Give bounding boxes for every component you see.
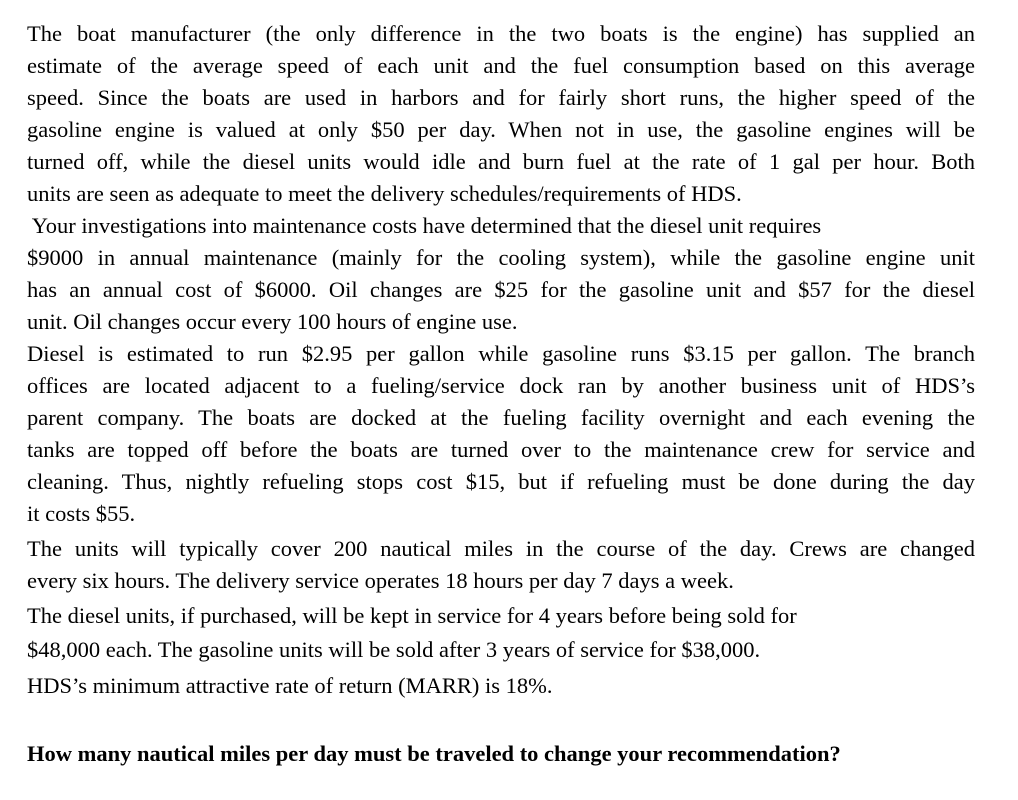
text-line: cleaning. Thus, nightly refueling stops cost $15, but if refueling must be done during the day (27, 469, 975, 494)
text-line: The boat manufacturer (the only difference in the two boats is the engine) has supplied an (27, 21, 975, 46)
text-line: The diesel units, if purchased, will be kept in service for 4 years before being sold for (27, 603, 797, 628)
text-line: every six hours. The delivery service operates 18 hours per day 7 days a week. (27, 568, 734, 593)
text-line: has an annual cost of $6000. Oil changes are $25 for the gasoline unit and $57 for the diesel (27, 277, 975, 302)
text-line: Your investigations into maintenance costs have determined that the diesel unit requires (27, 213, 822, 238)
text-line: The units will typically cover 200 nautical miles in the course of the day. Crews are changed (27, 536, 975, 561)
text-line: $48,000 each. The gasoline units will be sold after 3 years of service for $38,000. (27, 637, 761, 662)
text-line: turned off, while the diesel units would idle and burn fuel at the rate of 1 gal per hour. Both (27, 149, 975, 174)
text-line: offices are located adjacent to a fueling/service dock ran by another business unit of HDS’s (27, 373, 975, 398)
text-line: it costs $55. (27, 501, 136, 526)
text-line: speed. Since the boats are used in harbors and for fairly short runs, the higher speed of the (27, 85, 975, 110)
text-line: tanks are topped off before the boats are turned over to the maintenance crew for service and (27, 437, 975, 462)
text-line: HDS’s minimum attractive rate of return (MARR) is 18%. (27, 673, 553, 698)
question-text: How many nautical miles per day must be traveled to change your recommendation? (27, 741, 841, 766)
text-line: units are seen as adequate to meet the delivery schedules/requirements of HDS. (27, 181, 742, 206)
text-line: unit. Oil changes occur every 100 hours of engine use. (27, 309, 518, 334)
text-line: $9000 in annual maintenance (mainly for the cooling system), while the gasoline engine unit (27, 245, 975, 270)
text-line: Diesel is estimated to run $2.95 per gallon while gasoline runs $3.15 per gallon. The branch (27, 341, 975, 366)
text-line: parent company. The boats are docked at the fueling facility overnight and each evening the (27, 405, 975, 430)
text-line: estimate of the average speed of each unit and the fuel consumption based on this average (27, 53, 975, 78)
text-line: gasoline engine is valued at only $50 per day. When not in use, the gasoline engines will be (27, 117, 975, 142)
